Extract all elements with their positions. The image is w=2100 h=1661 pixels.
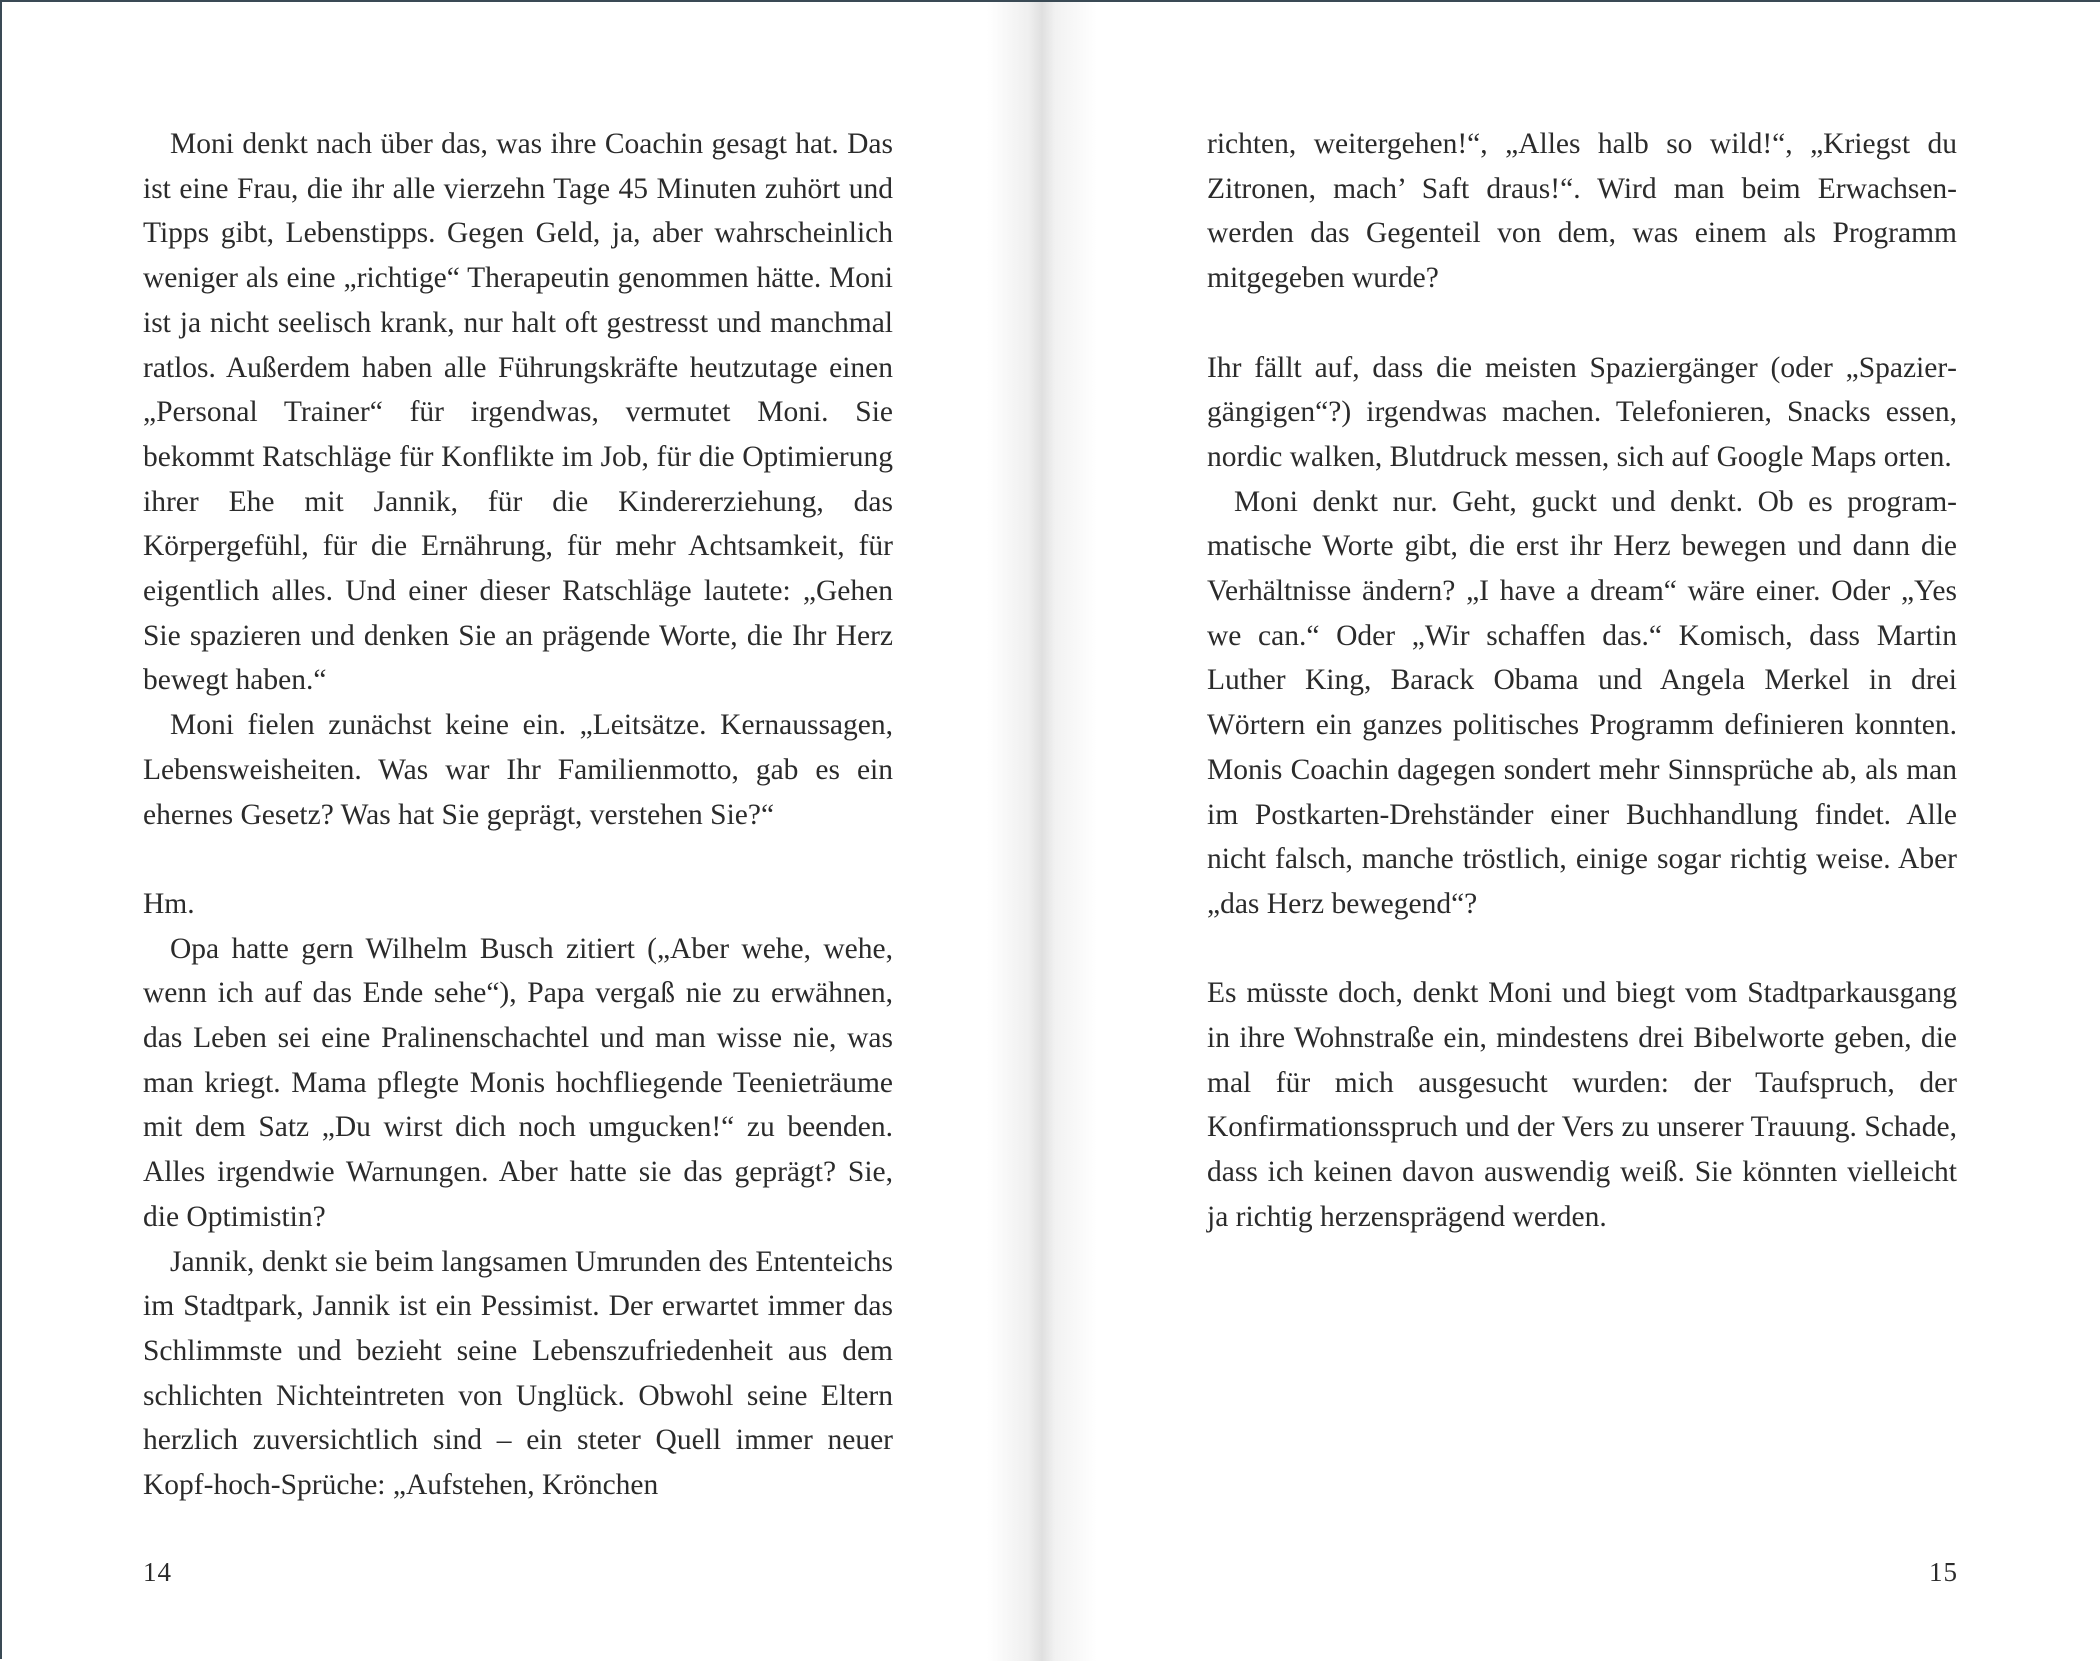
left-page-text [143, 122, 893, 1508]
paragraph: Es müsste doch, denkt Moni und biegt vom Stadtparkausgang in ihre Wohnstraße ein, mindestens drei Bibelworte geben, die mal für mich ausgesucht wurden: der Taufspruch, der Konfirmationsspruch und der Vers zu unserer Trauung. Schade, dass ich keinen davon auswendig weiß. Sie könnten vielleicht ja richtig herzensprägend werden. [1207, 977, 1957, 1233]
book-gutter [987, 2, 1097, 1661]
paragraph: Jannik, denkt sie beim langsamen Umrunden des Ententeichs im Stadtpark, Jannik ist ein Pessimist. Der erwartet immer das Schlimmste und bezieht seine Lebenszufriedenheit aus dem schlichten Nichteintreten von Unglück. Obwohl seine Eltern herzlich zuversichtlich sind – ein steter Quell immer neuer Kopf-hoch-Sprüche: „Aufstehen, Krönchen [143, 1245, 893, 1502]
paragraph: Moni denkt nur. Geht, guckt und denkt. Ob es programmatische Worte gibt, die erst ihr Herz bewegen und dann die Verhältnisse ändern? „I have a dream“ wäre einer. Oder „Yes we can.“ Oder „Wir schaffen das.“ Komisch, dass Martin Luther King, Barack Obama und Angela Merkel in drei Wörtern ein ganzes politisches Programm definieren konnten. Monis Coachin dagegen sondert mehr Sinnsprüche ab, als man im Postkarten-Drehständer einer Buchhandlung findet. Alle nicht falsch, manche tröstlich, einige sogar richtig weise. Aber „das Herz bewegend“? [1207, 485, 1957, 920]
page-number-right: 15 [1929, 1557, 1958, 1587]
paragraph: Moni fielen zunächst keine ein. „Leitsätze. Kernaussagen, Lebensweisheiten. Was war Ihr Familienmotto, gab es ein ehernes Gesetz? Was hat Sie geprägt, verstehen Sie?“ [143, 709, 893, 831]
paragraph: Ihr fällt auf, dass die meisten Spaziergänger (oder „Spaziergängigen“?) irgendwas machen. Telefonieren, Snacks essen, nordic walken, Blutdruck messen, sich auf Google Maps orten. [1207, 351, 1957, 473]
paragraph: Hm. [143, 887, 195, 920]
page-number-left: 14 [143, 1557, 172, 1587]
paragraph: richten, weitergehen!“, „Alles halb so wild!“, „Kriegst du Zitronen, mach’ Saft draus!“. Wird man beim Erwachsenwerden das Gegenteil von dem, was einem als Programm mitgegeben wurde? [1207, 128, 1957, 295]
right-page-text [1207, 122, 1957, 1240]
paragraph: Moni denkt nach über das, was ihre Coachin gesagt hat. Das ist eine Frau, die ihr alle vierzehn Tage 45 Minuten zuhört und Tipps gibt, Lebenstipps. Gegen Geld, ja, aber wahrscheinlich weniger als eine „richtige“ Therapeutin genommen hätte. Moni ist ja nicht seelisch krank, nur halt oft gestresst und manchmal ratlos. Außerdem haben alle Führungskräfte heutzutage einen „Personal Trainer“ für irgendwas, vermutet Moni. Sie bekommt Ratschläge für Konflikte im Job, für die Optimierung ihrer Ehe mit Jannik, für die Kindererziehung, das Körpergefühl, für die Ernährung, für mehr Achtsamkeit, für eigentlich alles. Und einer dieser Ratschläge lautete: „Gehen Sie spazieren und denken Sie an prägende Worte, die Ihr Herz bewegt haben.“ [143, 128, 893, 697]
paragraph: Opa hatte gern Wilhelm Busch zitiert („Aber wehe, wehe, wenn ich auf das Ende sehe“), Papa vergaß nie zu erwähnen, das Leben sei eine Pralinenschachtel und man wisse nie, was man kriegt. Mama pflegte Monis hochfliegende Teenieträume mit dem Satz „Du wirst dich noch umgucken!“ zu beenden. Alles irgendwie Warnungen. Aber hatte sie das geprägt? Sie, die Optimistin? [143, 932, 893, 1233]
